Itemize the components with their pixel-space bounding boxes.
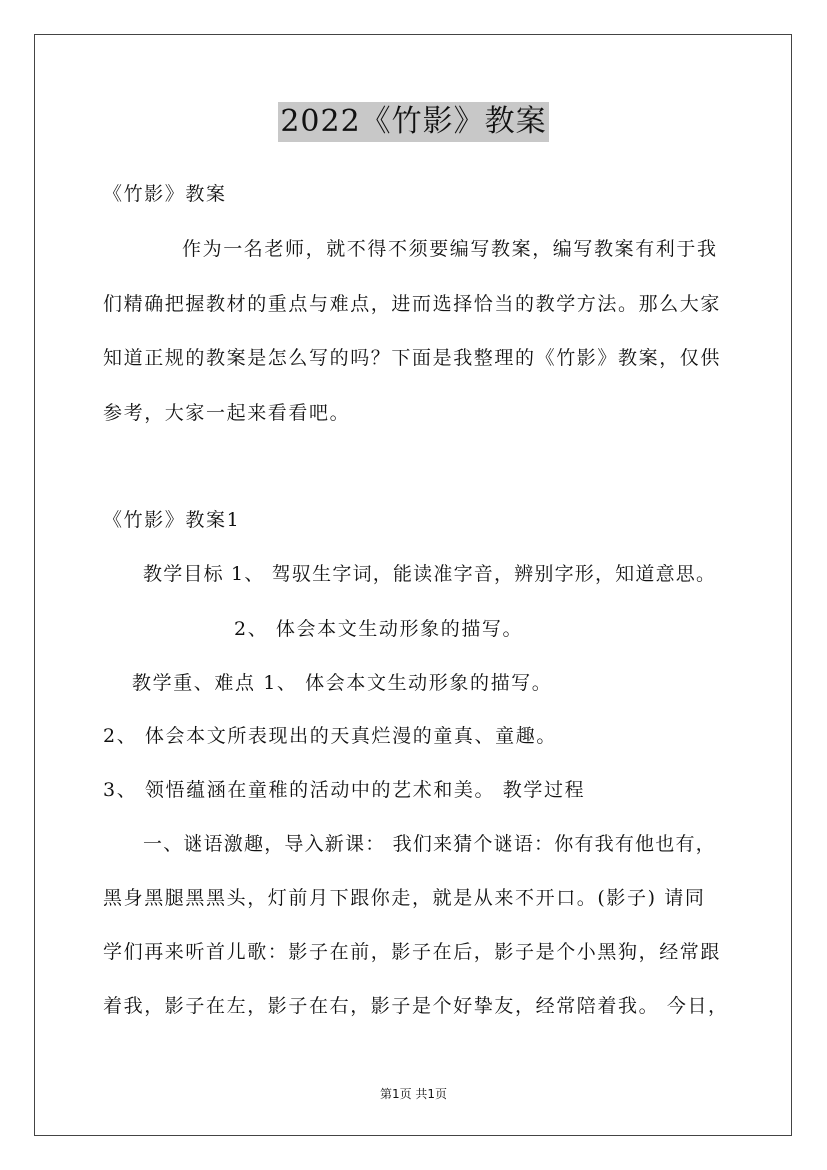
text-line: 一、谜语激趣，导入新课： 我们来猜个谜语：你有我有他也有， bbox=[143, 833, 716, 855]
title-wrap bbox=[0, 102, 827, 142]
page-footer: 第1页 共1页 bbox=[379, 1087, 448, 1101]
text-line: 们精确把握教材的重点与难点，进而选择恰当的教学方法。那么大家 bbox=[103, 293, 722, 315]
text-line: 《竹影》教案1 bbox=[103, 509, 241, 531]
text-line: 2、 体会本文所表现出的天真烂漫的童真、童趣。 bbox=[103, 725, 557, 747]
text-line: 《竹影》教案 bbox=[103, 183, 227, 205]
text-line: 教学目标 1、 驾驭生字词，能读准字音，辨别字形，知道意思。 bbox=[143, 563, 717, 585]
text-line: 学们再来听首儿歌：影子在前，影子在后，影子是个小黑狗，经常跟 bbox=[103, 941, 722, 963]
document-title: 2022《竹影》教案 bbox=[278, 102, 548, 142]
text-line: 着我，影子在左，影子在右，影子是个好挚友，经常陪着我。 今日， bbox=[103, 995, 729, 1017]
text-line: 3、 领悟蕴涵在童稚的活动中的艺术和美。 教学过程 bbox=[103, 779, 586, 801]
text-line: 2、 体会本文生动形象的描写。 bbox=[234, 618, 524, 640]
text-line: 教学重、难点 1、 体会本文生动形象的描写。 bbox=[132, 672, 553, 694]
text-line: 作为一名老师，就不得不须要编写教案，编写教案有利于我 bbox=[182, 238, 718, 260]
text-line: 黑身黑腿黑黑头，灯前月下跟你走，就是从来不开口。(影子) 请同 bbox=[103, 887, 706, 909]
text-line: 参考，大家一起来看看吧。 bbox=[103, 402, 351, 424]
text-line: 知道正规的教案是怎么写的吗？下面是我整理的《竹影》教案，仅供 bbox=[103, 347, 722, 369]
